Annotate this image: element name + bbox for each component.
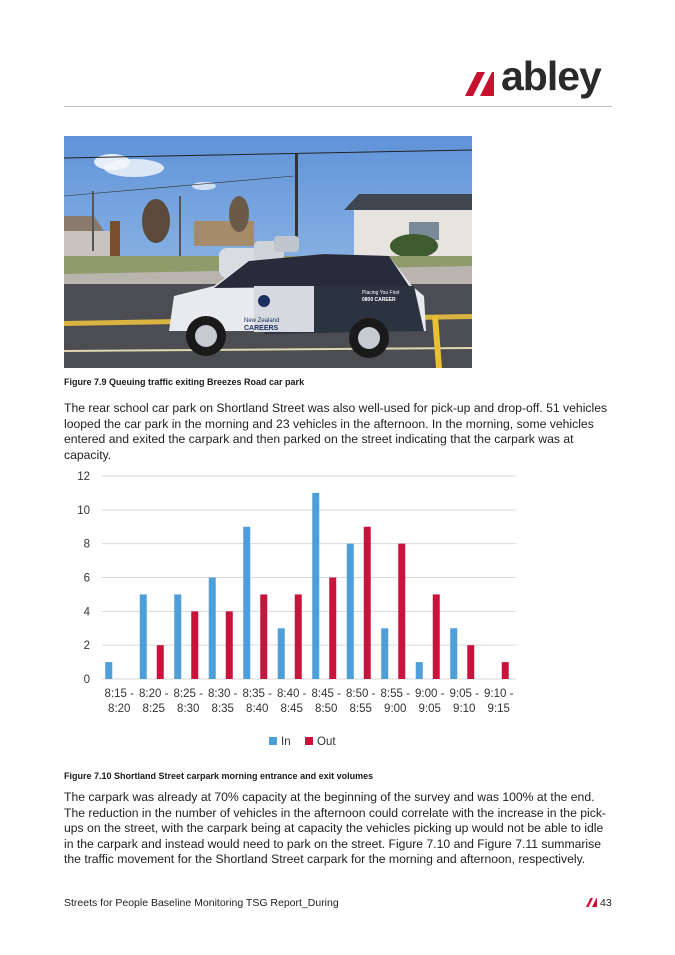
bar-out (467, 645, 474, 679)
bar-in (312, 493, 319, 679)
x-tick-label: 8:55 - (380, 688, 410, 700)
logo-text: abley (501, 53, 601, 99)
car-door-text-1: Placing You First (362, 290, 400, 296)
abley-small-mark-icon (586, 898, 597, 907)
bar-out (433, 594, 440, 679)
x-tick-label: 8:50 - (346, 688, 376, 700)
paragraph-1: The rear school car park on Shortland Street was also well-used for pick-up and drop-off. 51 vehicles looped the car park in the morning and 23 vehicles in the afternoon. In the morning, some vehicles entered and exited the carpark and then parked on the street indicating that the carpark was at capacity. (64, 401, 608, 462)
x-tick-label: 8:55 (349, 703, 372, 715)
y-tick-label: 10 (77, 504, 90, 517)
figure-caption-photo: Figure 7.9 Queuing traffic exiting Breezes Road car park (64, 377, 305, 387)
x-tick-label: 8:35 - (242, 688, 272, 700)
y-tick-label: 8 (83, 538, 90, 551)
bar-in (347, 544, 354, 679)
x-tick-label: 9:10 (453, 703, 476, 715)
x-tick-label: 8:30 - (208, 688, 238, 700)
y-tick-label: 6 (83, 572, 90, 585)
car-door-text-2: 0800 CAREER (362, 297, 396, 303)
x-tick-label: 8:45 (280, 703, 303, 715)
bar-in (105, 662, 112, 679)
abley-logo (465, 53, 610, 100)
page-number: 43 (600, 897, 612, 909)
x-tick-label: 8:50 (315, 703, 338, 715)
y-tick-label: 0 (83, 674, 90, 686)
bar-chart (64, 462, 534, 762)
paragraph-2: The carpark was already at 70% capacity at the beginning of the survey and was 100% at the end. The reduction in the number of vehicles in the afternoon could correlate with the increase in the pick-ups on the street, with the carpark being at capacity the vehicles picking up would not be able to idle in the carpark and instead would need to park on the street. Figure 7.10 and Figure 7.11 summarise the traffic movement for the Shortland Street carpark for the morning and afternoon, respectively. (64, 790, 606, 867)
bar-out (398, 544, 405, 679)
bar-out (329, 578, 336, 680)
x-tick-label: 9:00 - (415, 688, 445, 700)
x-tick-label: 9:05 - (449, 688, 479, 700)
x-tick-label: 8:30 (177, 703, 200, 715)
bar-in (140, 594, 147, 679)
photo-queuing-traffic (64, 136, 472, 368)
bar-in (278, 628, 285, 679)
y-tick-label: 4 (83, 606, 90, 619)
bar-in (416, 662, 423, 679)
car-brand-text-1: New Zealand (244, 318, 280, 324)
x-tick-label: 8:20 - (139, 688, 169, 700)
bar-in (450, 628, 457, 679)
x-tick-label: 8:45 - (311, 688, 341, 700)
x-tick-label: 8:25 (142, 703, 165, 715)
x-tick-label: 9:15 (487, 703, 510, 715)
x-tick-label: 9:05 (418, 703, 441, 715)
bar-out (364, 527, 371, 679)
x-tick-label: 9:00 (384, 703, 407, 715)
bar-out (260, 594, 267, 679)
legend-swatch-out (305, 737, 313, 745)
x-tick-label: 8:25 - (173, 688, 203, 700)
header-divider (64, 106, 612, 107)
bar-out (295, 594, 302, 679)
x-tick-label: 9:10 - (484, 688, 514, 700)
bar-in (209, 578, 216, 680)
y-tick-label: 12 (77, 471, 90, 483)
x-tick-label: 8:20 (108, 703, 131, 715)
legend-label-in: In (281, 736, 291, 748)
figure-caption-chart: Figure 7.10 Shortland Street carpark morning entrance and exit volumes (64, 771, 374, 781)
bar-out (226, 611, 233, 679)
legend-label-out: Out (317, 736, 336, 748)
bar-out (191, 611, 198, 679)
footer-page (586, 897, 612, 909)
x-tick-label: 8:40 (246, 703, 269, 715)
car-brand-text-2: CAREERS (244, 325, 279, 332)
bar-out (502, 662, 509, 679)
bar-in (174, 594, 181, 679)
y-tick-label: 2 (83, 640, 90, 653)
bar-out (157, 645, 164, 679)
bar-in (243, 527, 250, 679)
footer-title: Streets for People Baseline Monitoring TSG Report_During (64, 897, 339, 909)
abley-logo-mark-icon (465, 72, 501, 96)
x-tick-label: 8:15 - (104, 688, 134, 700)
x-tick-label: 8:40 - (277, 688, 307, 700)
bar-in (381, 628, 388, 679)
legend-swatch-in (269, 737, 277, 745)
x-tick-label: 8:35 (211, 703, 234, 715)
